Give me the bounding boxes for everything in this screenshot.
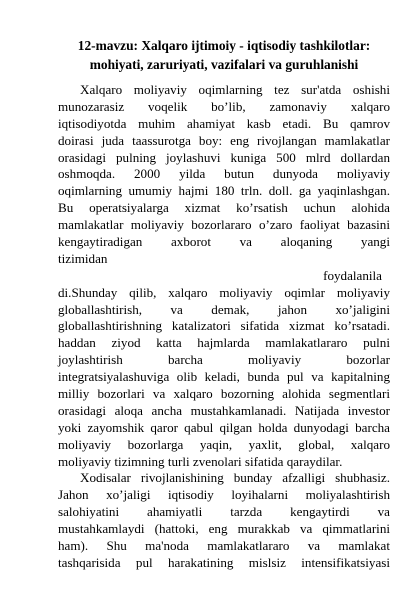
document-page — [58, 36, 390, 572]
body-line: doirasi juda taassurotga boy: eng rivojlangan mamlakatlar — [58, 132, 390, 148]
body-line: di.Shunday qilib, xalqaro moliyaviy oqimlar moliyaviy — [58, 284, 390, 300]
body-line: oshmoqda. 2000 yilda butun dunyoda moliyaviy — [58, 166, 390, 182]
body-line: integratsiyalashuviga olib keladi, bunda pul va kapitalning — [58, 369, 390, 385]
body-line: ham). Shu ma'noda mamlakatlararo va mamlakat — [58, 538, 390, 554]
body-line: moliyaviy bozorlarga yaqin, yaxlit, global, xalqaro — [58, 436, 390, 452]
body-line: moliyaviy tizimning turli zvenolari sifatida qaraydilar. — [58, 453, 343, 469]
body-text — [58, 82, 390, 572]
body-line: Jahon xo’jaligi iqtisodiy loyihalarni moliyalashtirish — [58, 487, 390, 503]
body-line: oqimlarning umumiy hajmi 180 trln. doll. ga yaqinlashgan. — [58, 183, 390, 199]
body-line: tizimidan — [58, 250, 108, 266]
body-line: globallashtirish, va demak, jahon xo’jaligini — [58, 301, 390, 317]
body-line: foydalanila — [323, 267, 382, 283]
body-line: mamlakatlar moliyaviy bozorlararo o’zaro faoliyat bazasini — [58, 217, 390, 233]
body-line: mustahkamlaydi (hattoki, eng murakkab va qimmatlarini — [58, 521, 390, 537]
body-line: globallashtirishning katalizatori sifatida xizmat ko’rsatadi. — [58, 318, 390, 334]
body-line: kengaytiradigan axborot va aloqaning yangi — [58, 234, 390, 250]
body-line: haddan ziyod katta hajmlarda mamlakatlararo pulni — [58, 335, 390, 351]
body-line: salohiyatini ahamiyatli tarzda kengaytirdi va — [58, 504, 390, 520]
body-line: tashqarisida pul harakatining mislsiz intensifikatsiyasi — [58, 554, 390, 570]
body-line: Bu operatsiyalarga xizmat ko’rsatish uchun alohida — [58, 200, 390, 216]
title-line-1: 12-mavzu: Xalqaro ijtimoiy - iqtisodiy tashkilotlar: — [77, 38, 371, 53]
body-line: orasidagi aloqa ancha mustahkamlanadi. Natijada investor — [58, 402, 390, 418]
body-line: orasidagi pulning joylashuvi kuniga 500 mlrd dollardan — [58, 149, 390, 165]
title-line-2: mohiyati, zaruriyati, vazifalari va guruhlanishi — [89, 57, 359, 72]
body-line: munozarasiz voqelik bo’lib, zamonaviy xalqaro — [58, 98, 390, 114]
body-line: Xodisalar rivojlanishining bunday afzalligi shubhasiz. — [80, 470, 390, 486]
body-line: yoki zayomshik qaror qabul qilgan holda dunyodagi barcha — [58, 419, 390, 435]
document-title — [58, 36, 390, 74]
body-line: Xalqaro moliyaviy oqimlarning tez sur'atda oshishi — [80, 82, 390, 97]
body-line: iqtisodiyotda muhim ahamiyat kasb etadi. Bu qamrov — [58, 115, 390, 131]
body-line: joylashtirish barcha moliyaviy bozorlar — [58, 352, 390, 368]
body-line: milliy bozorlari va xalqaro bozorning alohida segmentlari — [58, 386, 390, 402]
